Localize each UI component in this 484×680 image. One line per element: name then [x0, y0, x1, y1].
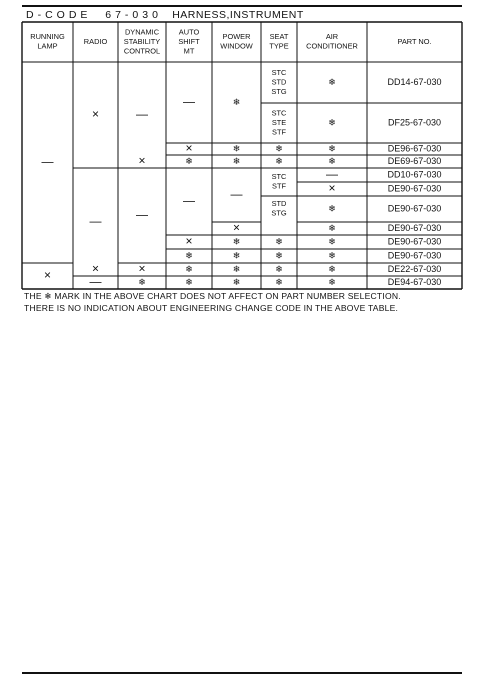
dash-mark: — [230, 187, 243, 202]
asterisk-mark: ❄ [275, 143, 283, 154]
asterisk-mark: ❄ [275, 250, 283, 261]
cross-mark: × [43, 268, 52, 283]
part-number: DE94-67-030 [387, 276, 442, 287]
asterisk-mark: ❄ [328, 203, 336, 214]
cross-mark: × [138, 153, 146, 168]
part-number: DD14-67-030 [387, 76, 442, 87]
seat-type-label: STC [271, 172, 287, 182]
seat-type-label: STG [271, 86, 287, 96]
cross-mark: × [91, 261, 100, 276]
column-header: POWER [222, 32, 251, 42]
column-header: AUTO [178, 27, 200, 37]
column-header: CONTROL [123, 46, 161, 56]
page-title: HARNESS,INSTRUMENT [172, 9, 304, 21]
dash-mark: — [136, 107, 148, 122]
dash-mark: — [183, 193, 195, 208]
column-header: PART NO. [397, 36, 432, 46]
column-header: AIR [325, 32, 339, 42]
asterisk-mark: ❄ [185, 276, 193, 287]
part-number: DE96-67-030 [387, 143, 442, 154]
dash-mark: — [89, 214, 102, 229]
seat-type-label: STE [271, 117, 287, 127]
column-header: TYPE [269, 41, 289, 51]
column-header: CONDITIONER [306, 41, 358, 51]
cross-mark: × [232, 220, 241, 235]
part-number: DE22-67-030 [387, 263, 442, 274]
asterisk-mark: ❄ [275, 155, 283, 166]
seat-type-label: STG [271, 208, 287, 218]
asterisk-mark: ❄ [185, 263, 193, 274]
seat-type-label: STC [271, 108, 287, 118]
asterisk-mark: ❄ [232, 143, 241, 154]
seat-type-label: STC [271, 67, 287, 77]
asterisk-mark: ❄ [328, 236, 336, 247]
asterisk-mark: ❄ [328, 263, 336, 274]
part-number: DE90-67-030 [387, 183, 442, 194]
cross-mark: × [185, 234, 193, 249]
bottom-rule [22, 672, 462, 674]
asterisk-mark: ❄ [275, 276, 283, 287]
column-header: LAMP [37, 41, 58, 51]
d-code: D-CODE 67-030 [26, 9, 162, 21]
dash-mark: — [183, 94, 195, 109]
part-number: DE90-67-030 [387, 250, 442, 261]
cross-mark: × [138, 261, 146, 276]
asterisk-mark: ❄ [328, 276, 336, 287]
asterisk-mark: ❄ [185, 250, 193, 261]
asterisk-mark: ❄ [328, 250, 336, 261]
seat-type-label: STF [272, 181, 286, 191]
asterisk-mark: ❄ [185, 155, 193, 166]
part-number: DE90-67-030 [387, 203, 442, 214]
note-asterisk: THE ❄ MARK IN THE ABOVE CHART DOES NOT AFFECT ON PART NUMBER SELECTION. [24, 291, 401, 301]
asterisk-mark: ❄ [275, 263, 283, 274]
cross-mark: × [328, 181, 336, 196]
asterisk-mark: ❄ [138, 276, 146, 287]
seat-type-label: STF [272, 127, 286, 137]
column-header: STABILITY [123, 36, 161, 46]
asterisk-mark: ❄ [328, 76, 336, 87]
dash-mark: — [41, 154, 54, 169]
part-number: DF25-67-030 [387, 117, 442, 128]
column-header: RUNNING [30, 32, 65, 42]
dash-mark: — [136, 207, 148, 222]
asterisk-mark: ❄ [328, 143, 336, 154]
asterisk-mark: ❄ [232, 155, 241, 166]
cross-mark: × [91, 107, 100, 122]
cross-mark: × [185, 141, 193, 156]
dash-mark: — [326, 167, 338, 182]
asterisk-mark: ❄ [328, 155, 336, 166]
column-header: MT [183, 46, 195, 56]
asterisk-mark: ❄ [232, 236, 241, 247]
column-header: WINDOW [220, 41, 253, 51]
asterisk-mark: ❄ [232, 250, 241, 261]
asterisk-mark: ❄ [232, 276, 241, 287]
asterisk-mark: ❄ [232, 263, 241, 274]
part-number: DE90-67-030 [387, 236, 442, 247]
asterisk-mark: ❄ [328, 117, 336, 128]
seat-type-label: STD [271, 199, 287, 209]
part-number: DE90-67-030 [387, 222, 442, 233]
asterisk-mark: ❄ [232, 96, 241, 107]
column-header: SHIFT [178, 36, 200, 46]
column-header: RADIO [83, 36, 108, 46]
part-number: DD10-67-030 [387, 169, 442, 180]
dash-mark: — [89, 274, 102, 289]
asterisk-mark: ❄ [275, 236, 283, 247]
part-number: DE69-67-030 [387, 155, 442, 166]
column-header: SEAT [269, 32, 289, 42]
asterisk-mark: ❄ [328, 222, 336, 233]
column-header: DYNAMIC [124, 27, 160, 37]
seat-type-label: STD [271, 77, 287, 87]
note-engineering: THERE IS NO INDICATION ABOUT ENGINEERING CHANGE CODE IN THE ABOVE TABLE. [24, 303, 399, 313]
